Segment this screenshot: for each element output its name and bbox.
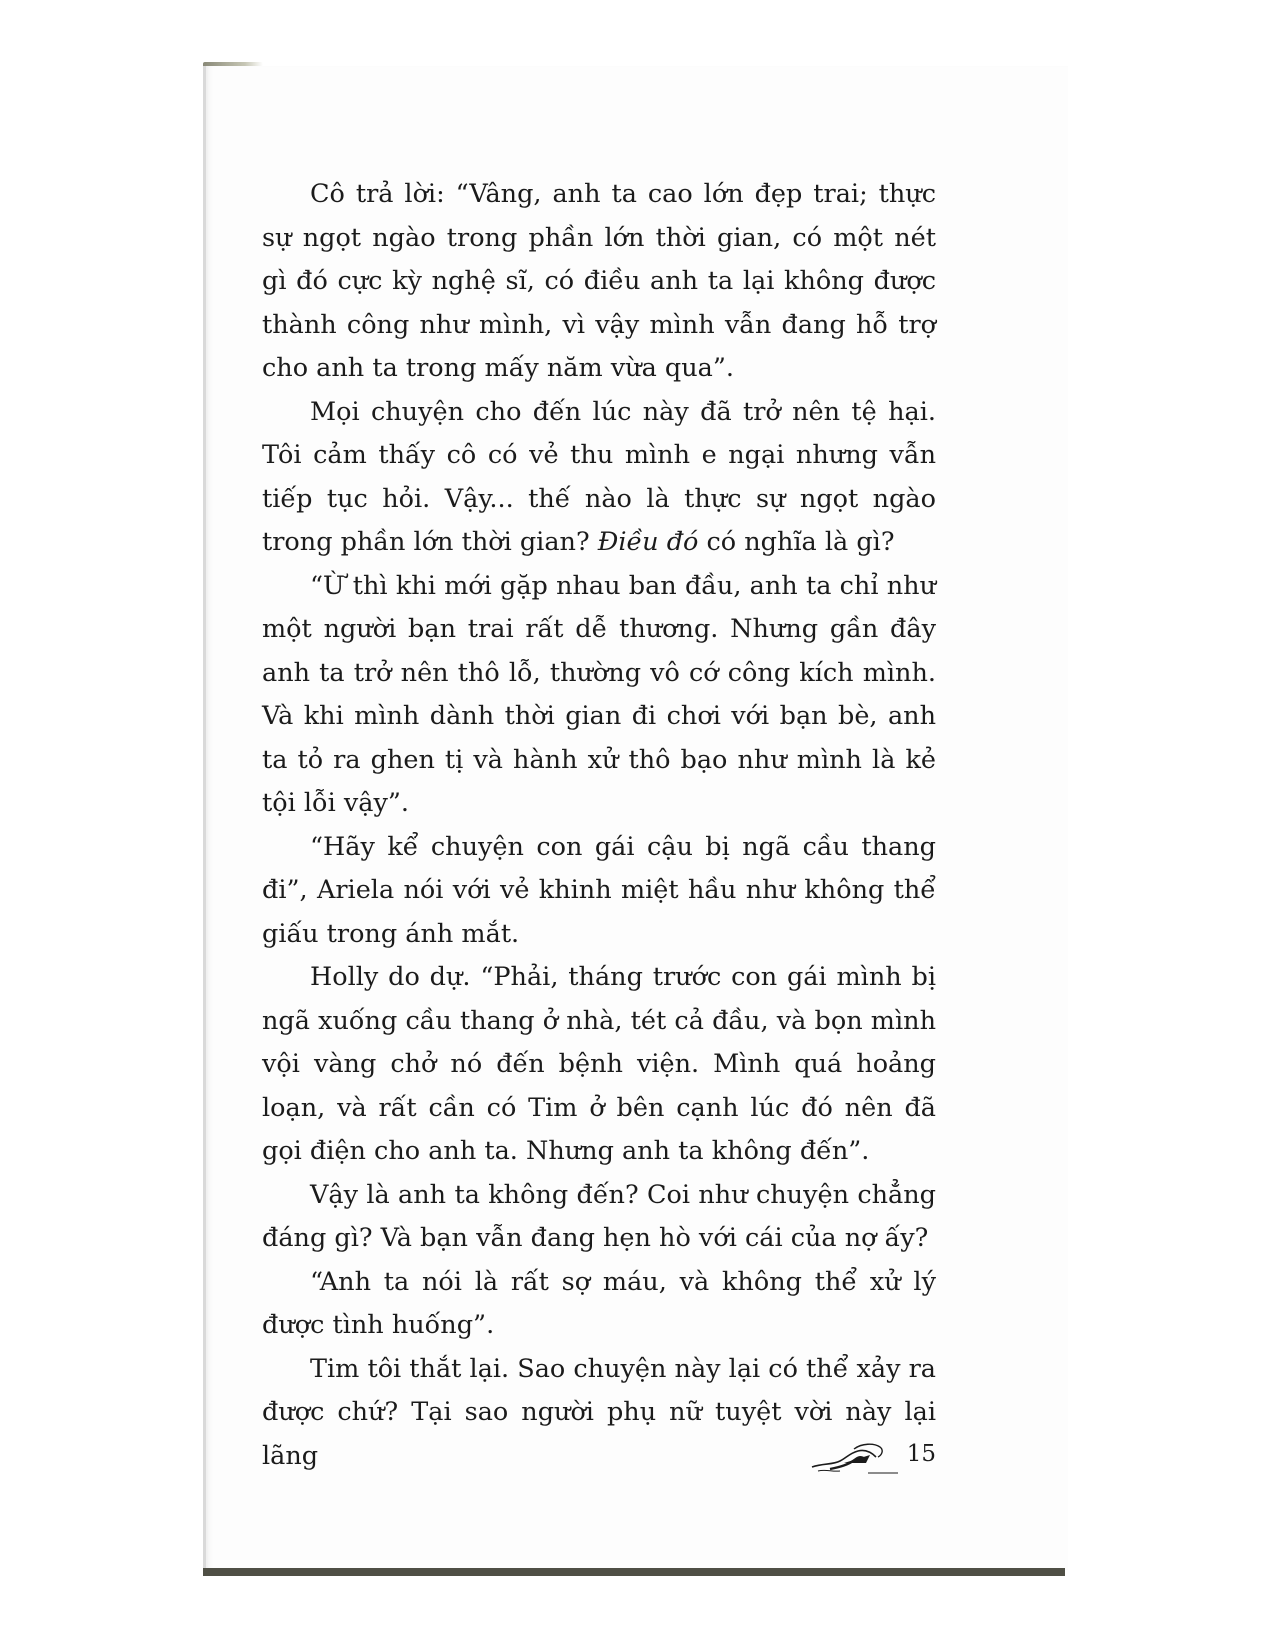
text-span: Holly do dự. “Phải, tháng trước con gái mình bị ngã xuống cầu thang ở nhà, tét cả đầu, và bọn mình vội vàng chở nó đến bệnh viện. Mình quá hoảng loạn, và rất cần có Tim ở bên cạnh lúc đó nên đã gọi điện cho anh ta. Nhưng anh ta không đến”. bbox=[262, 962, 936, 1166]
italic-text: Điều đó bbox=[597, 527, 699, 557]
paragraph bbox=[262, 956, 936, 1174]
paragraph bbox=[262, 173, 936, 391]
text-span: “Hãy kể chuyện con gái cậu bị ngã cầu thang đi”, Ariela nói với vẻ khinh miệt hầu như không thể giấu trong ánh mắt. bbox=[262, 831, 936, 949]
text-span: “Ừ thì khi mới gặp nhau ban đầu, anh ta chỉ như một người bạn trai rất dễ thương. Nhưng gần đây anh ta trở nên thô lỗ, thường vô cớ công kích mình. Và khi mình dành thời gian đi chơi với bạn bè, anh ta tỏ ra ghen tị và hành xử thô bạo như mình là kẻ tội lỗi vậy”. bbox=[262, 570, 936, 818]
page-number: 15 bbox=[906, 1441, 936, 1467]
book-cover-edge-bottom bbox=[203, 1568, 1065, 1576]
page-footer bbox=[810, 1437, 936, 1477]
quill-ornament-icon bbox=[810, 1439, 900, 1475]
text-span: Mọi chuyện cho đến lúc này đã trở nên tệ hại. Tôi cảm thấy cô có vẻ thu mình e ngại nhưng vẫn tiếp tục hỏi. Vậy... thế nào là thực sự ngọt ngào trong phần lớn thời gian? bbox=[262, 396, 936, 557]
paragraph bbox=[262, 1261, 936, 1348]
text-span: Vậy là anh ta không đến? Coi như chuyện chẳng đáng gì? Và bạn vẫn đang hẹn hò với cái của nợ ấy? bbox=[262, 1179, 936, 1253]
paragraph bbox=[262, 826, 936, 957]
body-text bbox=[262, 173, 936, 1478]
paragraph bbox=[262, 565, 936, 826]
paragraph bbox=[262, 1174, 936, 1261]
text-span: có nghĩa là gì? bbox=[698, 527, 895, 557]
text-span: “Anh ta nói là rất sợ máu, và không thể xử lý được tình huống”. bbox=[262, 1266, 936, 1340]
text-span: Cô trả lời: “Vâng, anh ta cao lớn đẹp trai; thực sự ngọt ngào trong phần lớn thời gian, có một nét gì đó cực kỳ nghệ sĩ, có điều anh ta lại không được thành công như mình, vì vậy mình vẫn đang hỗ trợ cho anh ta trong mấy năm vừa qua”. bbox=[262, 179, 936, 383]
paragraph bbox=[262, 391, 936, 565]
text-span: Tim tôi thắt lại. Sao chuyện này lại có thể xảy ra được chứ? Tại sao người phụ nữ tuyệt vời này lại lãng bbox=[262, 1353, 936, 1471]
